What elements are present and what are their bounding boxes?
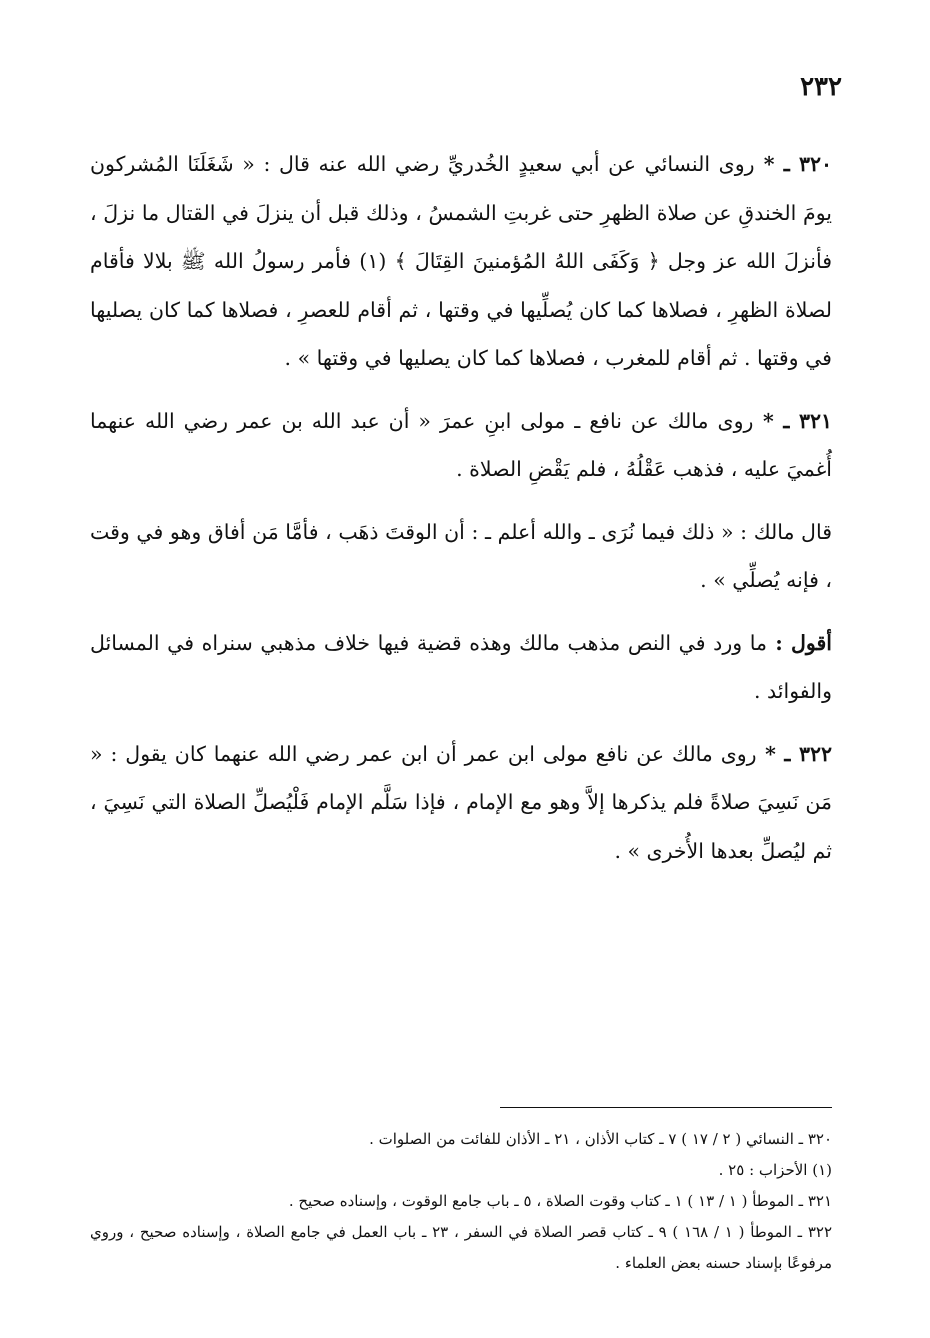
- paragraph-text: ما ورد في النص مذهب مالك وهذه قضية فيها خلاف مذهبي سنراه في المسائل والفوائد .: [90, 630, 832, 703]
- paragraph-322: [90, 730, 832, 876]
- footnote-ahzab: (١) الأحزاب : ٢٥ .: [718, 1161, 832, 1179]
- footnote-divider: [500, 1107, 832, 1108]
- paragraph-malik-saying: [90, 508, 832, 605]
- footnote-322: ٣٢٢ ـ الموطأ ( ١ / ١٦٨ ) ٩ ـ كتاب قصر الصلاة في السفر ، ٢٣ ـ باب العمل في جامع الصلاة ، وإسناده صحيح ، وروي مرفوعًا بإسناد حسنه بعض العلماء .: [90, 1223, 832, 1272]
- paragraph-text: روى مالك عن نافع مولى ابن عمر أن ابن عمر رضي الله عنهما كان يقول : « مَن نَسِيَ صلاةً فلم يذكرها إلاَّ وهو مع الإمام ، فإذا سَلَّم الإمام فَلْيُصلِّ الصلاة التي نَسِيَ ، ثم ليُصلِّ بعدها الأُخرى » .: [90, 741, 832, 863]
- page-number: ٢٣٢: [800, 72, 842, 102]
- paragraph-321: [90, 397, 832, 494]
- main-text: [90, 140, 832, 889]
- hadith-number: ٣٢٠ ـ *: [754, 152, 832, 176]
- paragraph-320: [90, 140, 832, 383]
- paragraph-text: قال مالك : « ذلك فيما نُرَى ـ والله أعلم ـ : أن الوقتَ ذهَب ، فأمَّا مَن أفاق وهو في وقت ، فإنه يُصلِّي » .: [90, 519, 832, 592]
- footnotes: [90, 1124, 832, 1279]
- paragraph-author-comment: [90, 619, 832, 716]
- comment-lead: أقول :: [766, 630, 832, 655]
- hadith-number: ٣٢٢ ـ *: [756, 741, 833, 766]
- footnote-321: ٣٢١ ـ الموطأ ( ١ / ١٣ ) ١ ـ كتاب وقوت الصلاة ، ٥ ـ باب جامع الوقوت ، وإسناده صحيح .: [288, 1192, 832, 1210]
- paragraph-text: روى مالك عن نافع ـ مولى ابنِ عمرَ « أن عبد الله بن عمر رضي الله عنهما أُغميَ عليه ، فذهب عَقْلُهُ ، فلم يَقْضِ الصلاة .: [90, 408, 832, 481]
- hadith-number: ٣٢١ ـ *: [753, 408, 833, 433]
- footnote-320: ٣٢٠ ـ النسائي ( ٢ / ١٧ ) ٧ ـ كتاب الأذان ، ٢١ ـ الأذان للفائت من الصلوات .: [369, 1130, 832, 1148]
- paragraph-text: روى النسائي عن أبي سعيدٍ الخُدريِّ رضي الله عنه قال : « شَغَلَنَا المُشركون يومَ الخندقِ عن صلاة الظهرِ حتى غربتِ الشمسُ ، وذلك قبل أن ينزلَ في القتال ما نزلَ ، فأنزلَ الله عز وجل ﴿ وَكَفَى اللهُ المُؤمنينَ القِتَالَ ﴾ (١) فأمر رسولُ الله ﷺ بلالا فأقام لصلاة الظهرِ ، فصلاها كما كان يُصلِّيها في وقتها ، ثم أقام للعصرِ ، فصلاها كما كان يصليها في وقتها . ثم أقام للمغرب ، فصلاها كما كان يصليها في وقتها » .: [90, 152, 832, 370]
